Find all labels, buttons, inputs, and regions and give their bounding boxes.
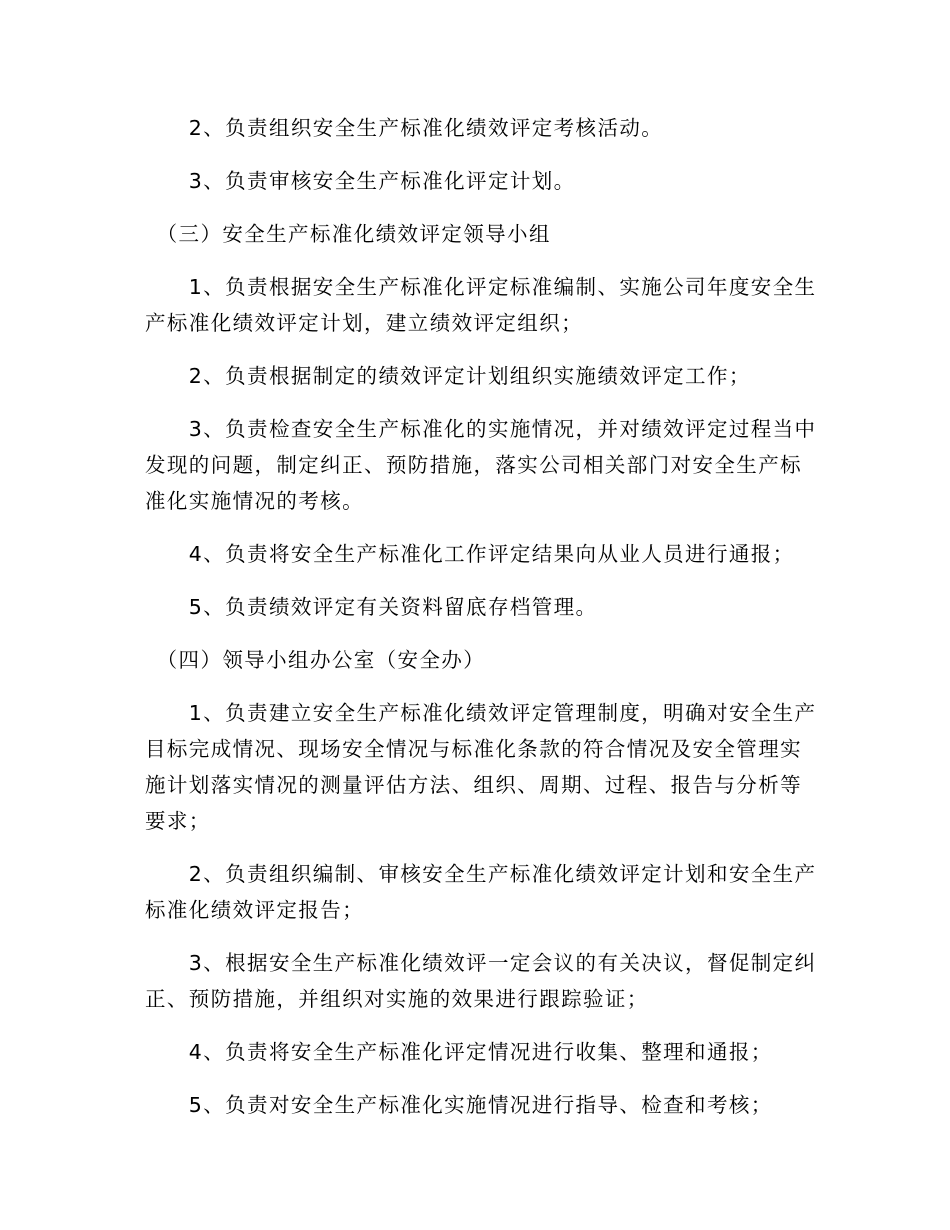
paragraph-3-5-line-1: 5、负责绩效评定有关资料留底存档管理。 [145, 595, 598, 619]
paragraph-4-3-line-2: 正、预防措施，并组织对实施的效果进行跟踪验证； [145, 987, 649, 1011]
paragraph-4-2-line-2: 标准化绩效评定报告； [145, 898, 364, 922]
paragraph-4-4-line-1: 4、负责将安全生产标准化评定情况进行收集、整理和通报； [145, 1040, 773, 1064]
paragraph-3-1-line-2: 产标准化绩效评定计划，建立绩效评定组织； [145, 311, 583, 335]
paragraph-2-line-1: 2、负责组织安全生产标准化绩效评定考核活动。 [145, 116, 664, 140]
paragraph-4-1-line-1: 1、负责建立安全生产标准化绩效评定管理制度，明确对安全生产 [145, 701, 817, 725]
paragraph-4-5-line-1: 5、负责对安全生产标准化实施情况进行指导、检查和考核； [145, 1093, 773, 1117]
paragraph-3-2-line-1: 2、负责根据制定的绩效评定计划组织实施绩效评定工作； [145, 364, 751, 388]
paragraph-4-1-line-2: 目标完成情况、现场安全情况与标准化条款的符合情况及安全管理实 [145, 737, 802, 761]
paragraph-3-3-line-1: 3、负责检查安全生产标准化的实施情况，并对绩效评定过程当中 [145, 417, 817, 441]
paragraph-3-3-line-3: 准化实施情况的考核。 [145, 489, 364, 513]
paragraph-3-4-line-1: 4、负责将安全生产标准化工作评定结果向从业人员进行通报； [145, 542, 795, 566]
paragraph-4-3-line-1: 3、根据安全生产标准化绩效评一定会议的有关决议，督促制定纠 [145, 951, 817, 975]
section-heading-4: （四）领导小组办公室（安全办） [145, 648, 486, 672]
paragraph-4-1-line-3: 施计划落实情况的测量评估方法、组织、周期、过程、报告与分析等 [145, 773, 802, 797]
paragraph-3-3-line-2: 发现的问题，制定纠正、预防措施，落实公司相关部门对安全生产标 [145, 453, 802, 477]
paragraph-4-1-line-4: 要求； [145, 809, 211, 833]
paragraph-3-1-line-1: 1、负责根据安全生产标准化评定标准编制、实施公司年度安全生 [145, 275, 817, 299]
section-heading-3: （三）安全生产标准化绩效评定领导小组 [145, 222, 551, 246]
paragraph-3-line-1: 3、负责审核安全生产标准化评定计划。 [145, 169, 576, 193]
paragraph-4-2-line-1: 2、负责组织编制、审核安全生产标准化绩效评定计划和安全生产 [145, 862, 817, 886]
